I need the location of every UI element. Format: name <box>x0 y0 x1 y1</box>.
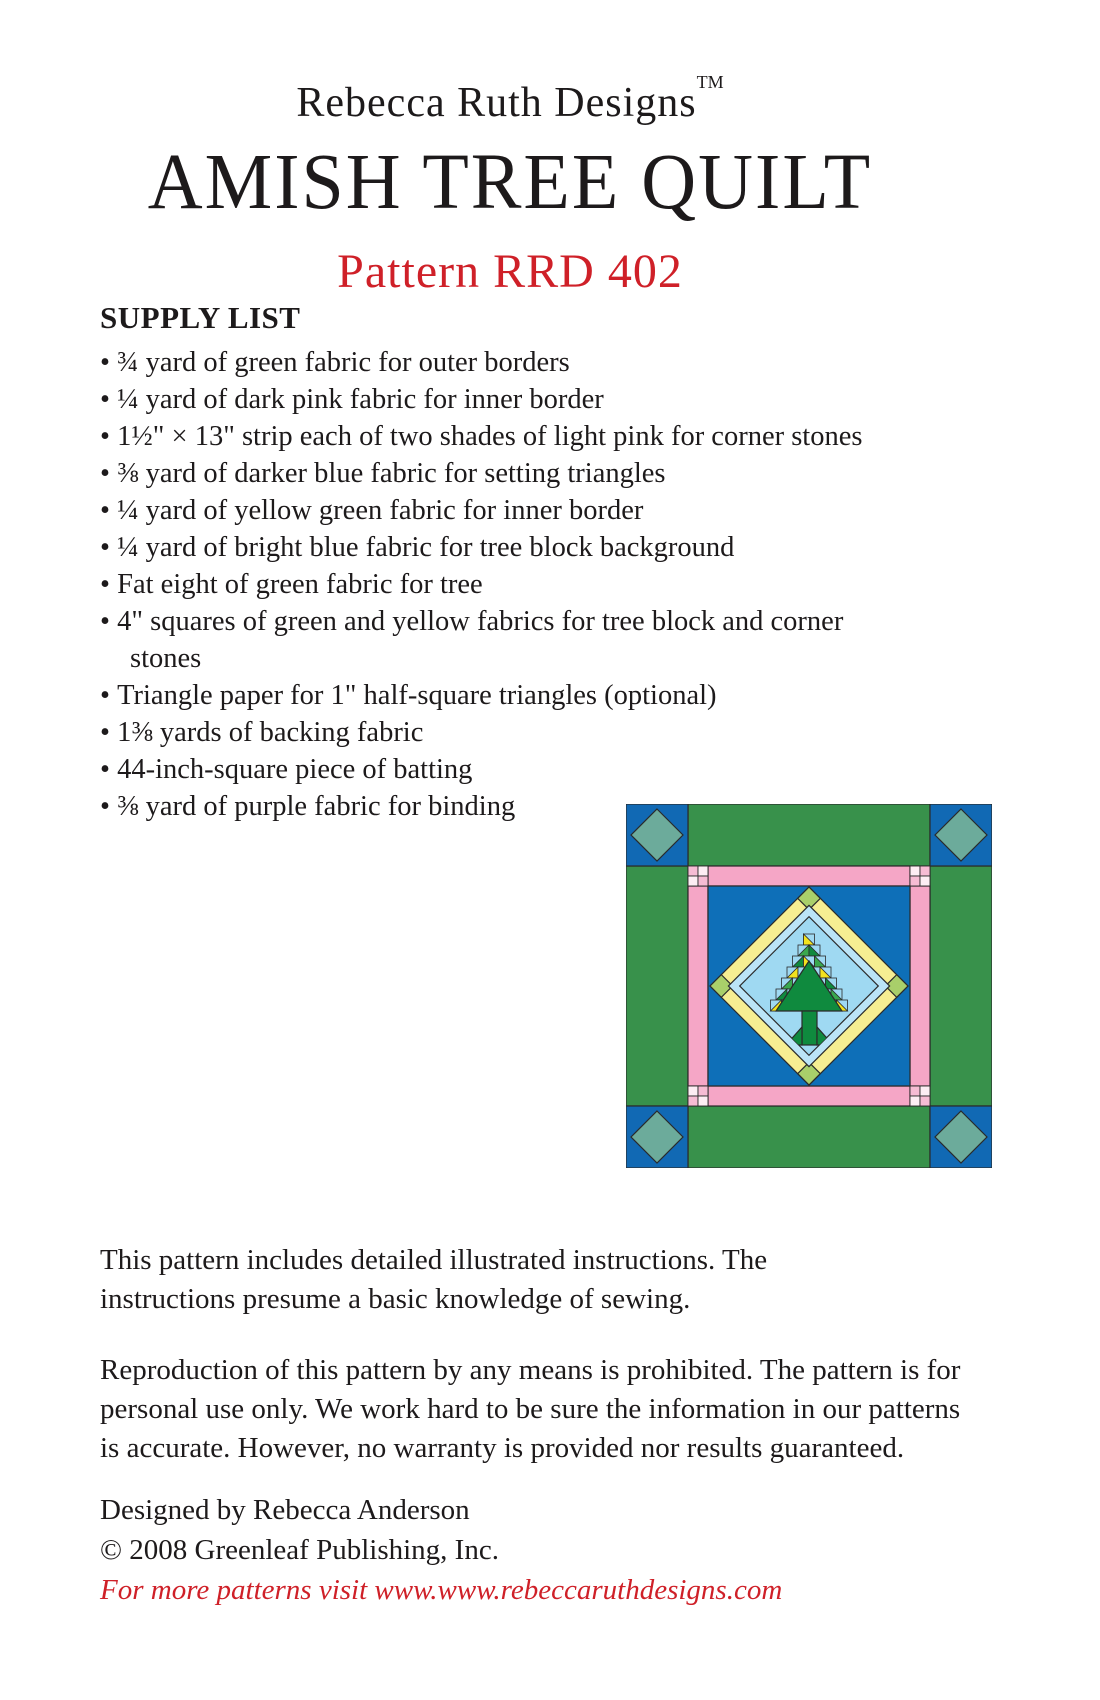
supply-list-heading: SUPPLY LIST <box>100 300 301 335</box>
list-item: • 1½" × 13" strip each of two shades of light pink for corner stones <box>100 418 980 455</box>
outer-border-top <box>688 804 930 866</box>
list-item: • 4" squares of green and yellow fabrics for tree block and corner stones <box>100 603 875 677</box>
outer-border-left <box>626 866 688 1106</box>
list-item: • ⅜ yard of purple fabric for binding <box>100 788 980 825</box>
brand-text: Rebecca Ruth Designs <box>296 80 697 126</box>
pink-border-right <box>910 886 930 1086</box>
list-item: • ¾ yard of green fabric for outer borders <box>100 344 980 381</box>
list-item: • Triangle paper for 1" half-square triangles (optional) <box>100 677 980 714</box>
pattern-number: Pattern RRD 402 <box>337 245 683 298</box>
intro-paragraph: This pattern includes detailed illustrated instructions. The instructions presume a basic knowledge of sewing. <box>100 1244 768 1315</box>
list-item: • 1⅜ yards of backing fabric <box>100 714 980 751</box>
website-link[interactable]: For more patterns visit www.www.rebeccaruthdesigns.com <box>100 1574 783 1606</box>
footer <box>100 1490 782 1610</box>
list-item: • ¼ yard of bright blue fabric for tree block background <box>100 529 980 566</box>
header <box>0 72 1020 299</box>
pink-border-bottom <box>708 1086 910 1106</box>
pink-border-top <box>708 866 910 886</box>
list-item: • ⅜ yard of darker blue fabric for setting triangles <box>100 455 980 492</box>
quilt-illustration <box>626 804 992 1168</box>
copyright-paragraph: Reproduction of this pattern by any means is prohibited. The pattern is for personal use only. We work hard to be sure the information in our patterns is accurate. However, no warranty is provided nor results guaranteed. <box>100 1354 961 1464</box>
list-item: • 44-inch-square piece of batting <box>100 751 980 788</box>
corner-block-top-left <box>626 804 688 866</box>
corner-block-top-right <box>930 804 992 866</box>
outer-border-right <box>930 866 992 1106</box>
list-item: • ¼ yard of dark pink fabric for inner border <box>100 381 980 418</box>
designer-credit: Designed by Rebecca Anderson <box>100 1494 470 1526</box>
trademark-symbol: TM <box>696 72 724 92</box>
corner-block-bottom-right <box>930 1106 992 1168</box>
supply-list-section <box>100 300 980 825</box>
supply-list <box>100 344 980 825</box>
pink-border-left <box>688 886 708 1086</box>
corner-block-bottom-left <box>626 1106 688 1168</box>
list-item: • ¼ yard of yellow green fabric for inner border <box>100 492 980 529</box>
copyright-line: © 2008 Greenleaf Publishing, Inc. <box>100 1534 499 1566</box>
list-item: • Fat eight of green fabric for tree <box>100 566 980 603</box>
tree-trunk <box>802 1011 817 1045</box>
page-title: AMISH TREE QUILT <box>147 137 873 227</box>
outer-border-bottom <box>688 1106 930 1168</box>
brand-name <box>0 72 1020 127</box>
